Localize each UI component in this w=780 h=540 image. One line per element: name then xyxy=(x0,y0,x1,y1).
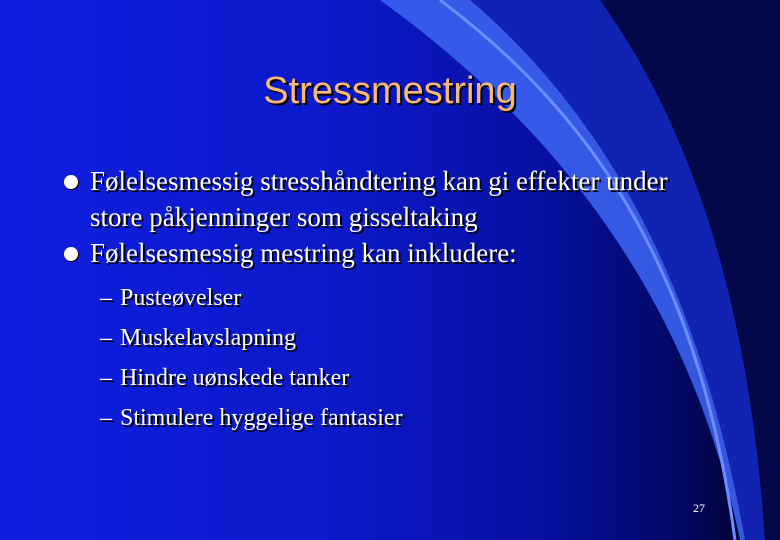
sub-bullet-list xyxy=(62,278,722,438)
sub-bullet-item xyxy=(62,318,722,358)
sub-bullet-item xyxy=(62,398,722,438)
sub-bullet-text: Muskelavslapning xyxy=(120,325,296,351)
bullet-list xyxy=(62,163,722,438)
bullet-text: Følelsesmessig mestring kan inkludere: xyxy=(90,238,517,268)
sub-bullet-item xyxy=(62,278,722,318)
slide-title: Stressmestring xyxy=(263,70,517,112)
sub-bullet-text: Hindre uønskede tanker xyxy=(120,365,350,391)
bullet-text: Følelsesmessig stresshåndtering kan gi effekter under store påkjenninger som gisseltaking xyxy=(90,166,668,232)
dash-marker: – xyxy=(100,285,112,311)
sub-bullet-item xyxy=(62,358,722,398)
page-number: 27 xyxy=(693,501,705,515)
dash-marker: – xyxy=(100,365,112,391)
dash-marker: – xyxy=(100,405,112,431)
dash-marker: – xyxy=(100,325,112,351)
bullet-item xyxy=(62,163,722,235)
sub-bullet-text: Stimulere hyggelige fantasier xyxy=(120,405,403,431)
bullet-item xyxy=(62,235,722,271)
bullet-dot-icon xyxy=(64,247,78,261)
sub-bullet-text: Pusteøvelser xyxy=(120,285,242,311)
bullet-dot-icon xyxy=(64,175,78,189)
